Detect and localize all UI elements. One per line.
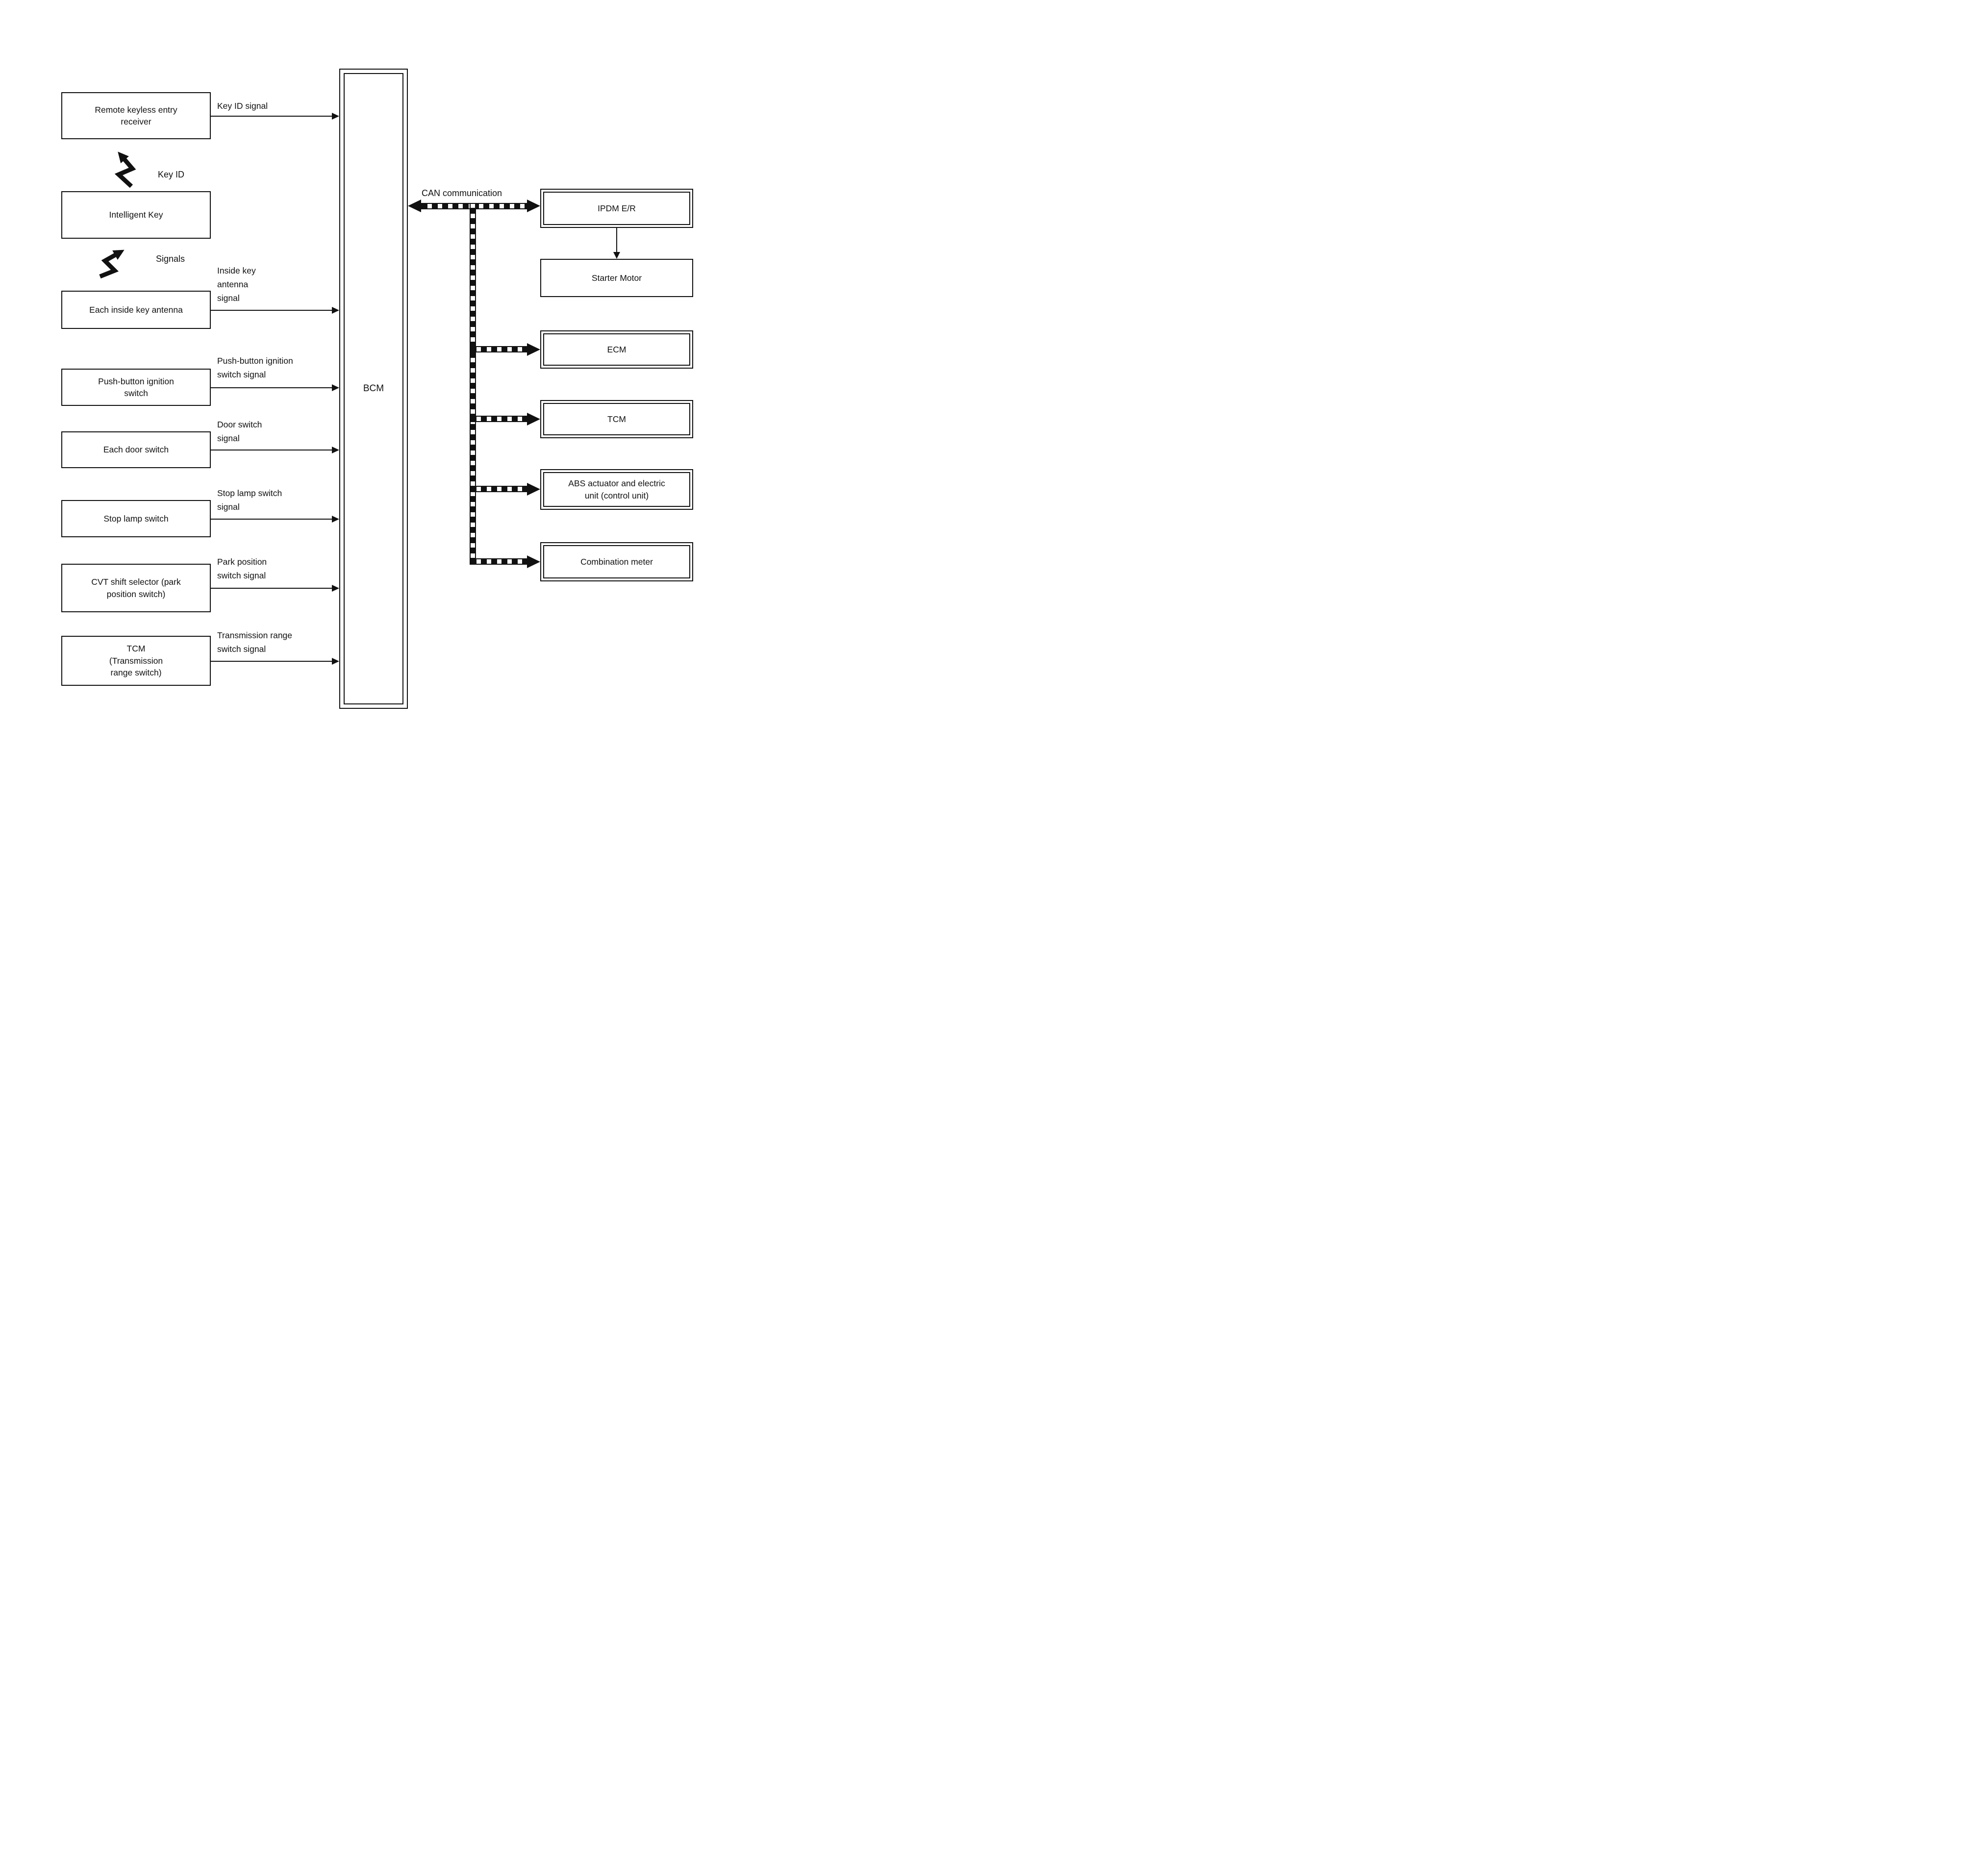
node-push-button-ignition-switch	[61, 369, 211, 406]
node-tcm-transmission-range-switch	[61, 636, 211, 686]
signal-label-park-position: Park position switch signal	[217, 557, 267, 580]
node-label: ABS actuator and electric unit (control unit)	[568, 478, 665, 500]
wireless-label-key-id: Key ID	[158, 170, 185, 179]
arrow-push-button-ignition-signal	[211, 387, 332, 388]
bcm-system-diagram	[0, 0, 792, 750]
can-arrowhead-to-bcm	[408, 200, 421, 212]
can-communication-label: CAN communication	[422, 188, 502, 198]
can-branch-ecm	[470, 346, 528, 352]
node-label: CVT shift selector (park position switch)	[91, 577, 181, 599]
node-cvt-shift-selector	[61, 564, 211, 612]
node-label: Each door switch	[103, 445, 169, 455]
node-label: BCM	[363, 383, 384, 394]
can-bus-vertical-trunk	[470, 203, 476, 565]
signal-label-stop-lamp-switch: Stop lamp switch signal	[217, 488, 282, 512]
node-label: TCM	[607, 414, 626, 424]
can-branch-abs	[470, 486, 528, 492]
signal-label-push-button-ignition: Push-button ignition switch signal	[217, 356, 293, 379]
node-label: Push-button ignition switch	[98, 376, 174, 398]
node-ipdm-er	[540, 189, 693, 228]
arrow-park-position-switch-signal	[211, 588, 332, 589]
node-label: TCM (Transmission range switch)	[109, 644, 163, 678]
can-branch-tcm	[470, 416, 528, 422]
node-label: IPDM E/R	[598, 203, 636, 213]
node-remote-keyless-entry-receiver	[61, 92, 211, 139]
can-branch-combination-meter	[470, 558, 528, 565]
signal-label-door-switch: Door switch signal	[217, 420, 262, 443]
node-intelligent-key	[61, 191, 211, 239]
arrow-ipdm-to-starter-motor	[616, 228, 617, 252]
node-label: Combination meter	[580, 556, 653, 567]
can-arrowhead-to-abs	[527, 483, 540, 496]
node-label: Intelligent Key	[109, 210, 163, 220]
signal-label-key-id-signal: Key ID signal	[217, 101, 268, 111]
node-starter-motor	[540, 259, 693, 297]
node-combination-meter	[540, 542, 693, 581]
wireless-arrow-signals-icon	[97, 246, 136, 284]
node-tcm	[540, 400, 693, 438]
node-label: Stop lamp switch	[103, 513, 169, 524]
can-arrowhead-to-ipdm	[527, 200, 540, 212]
arrow-transmission-range-switch-signal	[211, 661, 332, 662]
node-bcm	[339, 69, 408, 709]
can-arrowhead-to-combination-meter	[527, 555, 540, 568]
can-arrowhead-to-tcm	[527, 413, 540, 425]
node-label: Each inside key antenna	[89, 304, 183, 315]
node-label: Remote keyless entry receiver	[95, 104, 177, 126]
can-arrowhead-to-ecm	[527, 343, 540, 356]
node-bcm-inner-frame	[344, 73, 403, 704]
arrow-inside-key-antenna-signal	[211, 310, 332, 311]
node-ecm	[540, 330, 693, 369]
wireless-arrow-key-id-icon	[109, 145, 143, 192]
node-label: Starter Motor	[591, 273, 642, 283]
wireless-label-signals: Signals	[156, 254, 185, 264]
node-abs-actuator	[540, 469, 693, 510]
arrow-stop-lamp-switch-signal	[211, 519, 332, 520]
node-stop-lamp-switch	[61, 500, 211, 537]
signal-label-transmission-range: Transmission range switch signal	[217, 630, 293, 654]
node-each-door-switch	[61, 431, 211, 468]
signal-label-inside-key-antenna: Inside key antenna signal	[217, 266, 256, 303]
node-each-inside-key-antenna	[61, 291, 211, 329]
node-label: ECM	[607, 344, 627, 354]
arrow-key-id-signal	[211, 116, 332, 117]
